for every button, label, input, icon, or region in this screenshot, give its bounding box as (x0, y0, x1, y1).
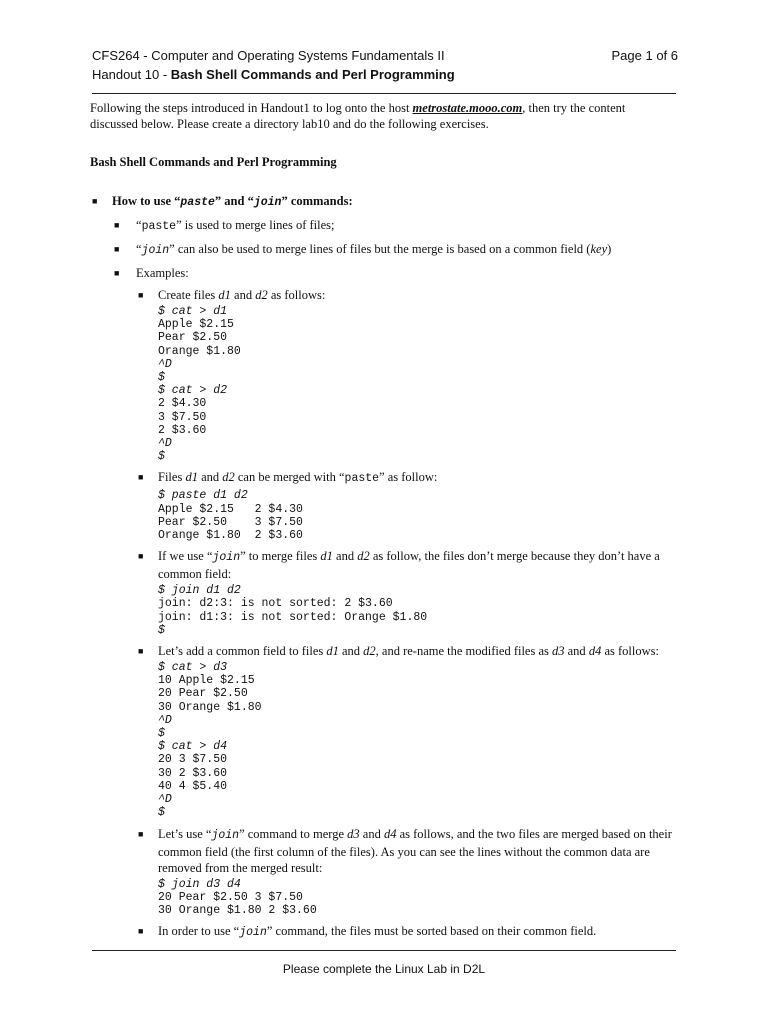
intro-paragraph: Following the steps introduced in Handout1 to log onto the host metrostate.mooo.com, then try the content discussed below. Please create a directory lab10 and do the following exercises. (90, 101, 626, 131)
list-item: ■ “join” can also be used to merge lines of files but the merge is based on a common field (key) (114, 242, 612, 257)
list-item: ■ Examples: ■ Create files d1 and d2 as follows: $ cat > d1 Apple $2.15 Pear $2.50 Orange $1.80 ^D $ $ cat > d2 2 $4.30 3 $7.50 2 $3.60 ^D $ ■ Files d1 and d2 can be merged with “paste” as follow: $ paste d1 d2 Apple $2.15 2 $4.30 Pear $2.50 3 $7.50 Orange $1.80 2 $3.60 ■ If we use “join” to merge files d1 and d2 as follow, the files don’t merge because they don’t have a common field: $ join d1 d2 join: d2:3: is not sorted: 2 $3.60 join: d1:3: is not sorted: Orange $1.80 $ ■ Let’s add a common field to files d1 and d2, and re-name the modified files as d3 and d4 as follows: $ cat > d3 10 Apple $2.15 20 Pear $2.50 30 Orange $1.80 ^D $ $ cat > d4 20 3 $7.50 30 2 $3.60 40 4 $5.40 ^D $ ■ Let’s use “join” command to merge d3 and d4 as follows, and the two files are merged based on their common field (the first column of the files). As you can see the lines without the common data are removed from the merged result: $ join d3 d4 20 Pear $2.50 3 $7.50 30 Orange $1.80 2 $3.60 ■ In order to use “join” command, the files must be sorted based on their common field. (112, 265, 676, 941)
example-list (136, 287, 676, 941)
topic-list (90, 193, 676, 941)
example-item: ■ Let’s use “join” command to merge d3 and d4 as follows, and the two files are merged based on their common field (the first column of the files). As you can see the lines without the common data are removed from the merged result: $ join d3 d4 20 Pear $2.50 3 $7.50 30 Orange $1.80 2 $3.60 (136, 826, 676, 918)
example-item: ■ If we use “join” to merge files d1 and d2 as follow, the files don’t merge because they don’t have a common field: $ join d1 d2 join: d2:3: is not sorted: 2 $3.60 join: d1:3: is not sorted: Orange $1.80 $ (136, 548, 676, 637)
example-item: ■ Let’s add a common field to files d1 and d2, and re-name the modified files as d3 and d4 as follows: $ cat > d3 10 Apple $2.15 20 Pear $2.50 30 Orange $1.80 ^D $ $ cat > d4 20 3 $7.50 30 2 $3.60 40 4 $5.40 ^D $ (136, 643, 676, 819)
square-bullet-icon: ■ (92, 196, 98, 206)
list-item: ■ “paste” is used to merge lines of files; (114, 218, 335, 233)
document-body (90, 100, 676, 941)
square-bullet-icon: ■ (138, 472, 144, 483)
section-heading: Bash Shell Commands and Perl Programming (90, 155, 337, 169)
course-title: CFS264 - Computer and Operating Systems Fundamentals II (92, 48, 445, 63)
code-block: $ paste d1 d2 Apple $2.15 2 $4.30 Pear $2.50 3 $7.50 Orange $1.80 2 $3.60 (158, 489, 303, 543)
square-bullet-icon: ■ (114, 268, 120, 278)
header-divider (92, 93, 676, 94)
square-bullet-icon: ■ (114, 244, 120, 254)
square-bullet-icon: ■ (138, 926, 144, 937)
example-item: ■ Create files d1 and d2 as follows: $ cat > d1 Apple $2.15 Pear $2.50 Orange $1.80 ^D $ $ cat > d2 2 $4.30 3 $7.50 2 $3.60 ^D $ (136, 287, 676, 463)
square-bullet-icon: ■ (138, 828, 144, 839)
example-item: ■ Files d1 and d2 can be merged with “paste” as follow: $ paste d1 d2 Apple $2.15 2 $4.30 Pear $2.50 3 $7.50 Orange $1.80 2 $3.60 (136, 469, 676, 542)
square-bullet-icon: ■ (114, 220, 120, 230)
page-header (92, 46, 678, 84)
topic-heading: How to use “paste” and “join” commands: (112, 194, 353, 209)
page-footer: Please complete the Linux Lab in D2L (282, 962, 486, 976)
example-item: ■ In order to use “join” command, the files must be sorted based on their common field. (138, 924, 597, 940)
handout-title: Handout 10 - Bash Shell Commands and Perl Programming (92, 67, 455, 82)
page-number: Page 1 of 6 (611, 48, 678, 63)
point-list (112, 217, 676, 941)
code-block: $ join d3 d4 20 Pear $2.50 3 $7.50 30 Orange $1.80 2 $3.60 (158, 877, 317, 917)
square-bullet-icon: ■ (138, 290, 144, 300)
topic-item (90, 193, 676, 941)
code-block: $ cat > d1 Apple $2.15 Pear $2.50 Orange $1.80 ^D $ $ cat > d2 2 $4.30 3 $7.50 2 $3.60 ^D $ (158, 305, 241, 464)
square-bullet-icon: ■ (138, 646, 144, 657)
footer-divider (92, 950, 676, 951)
code-block: $ join d1 d2 join: d2:3: is not sorted: 2 $3.60 join: d1:3: is not sorted: Orange $1.80 $ (158, 584, 428, 637)
square-bullet-icon: ■ (138, 551, 144, 562)
host-link[interactable]: metrostate.mooo.com (412, 101, 523, 115)
code-block: $ cat > d3 10 Apple $2.15 20 Pear $2.50 30 Orange $1.80 ^D $ $ cat > d4 20 3 $7.50 30 2 $3.60 40 4 $5.40 ^D $ (158, 661, 262, 820)
